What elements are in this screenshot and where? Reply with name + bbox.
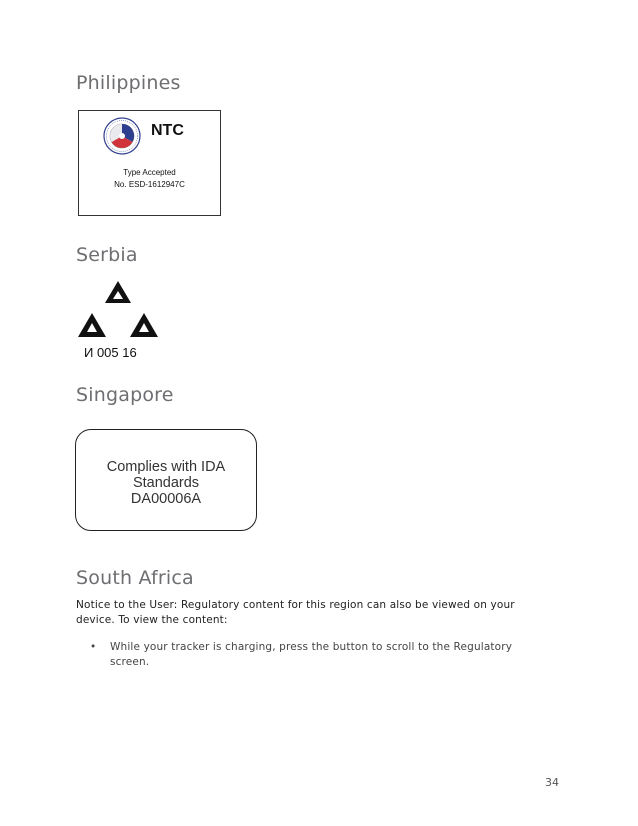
heading-south-africa: South Africa (76, 567, 194, 589)
ida-line-1: Complies with IDA (106, 459, 226, 475)
ida-line-2: Standards (132, 475, 200, 491)
heading-philippines: Philippines (76, 72, 181, 94)
ntc-title: NTC (151, 122, 184, 139)
ida-line-3: DA00006A (130, 491, 202, 507)
ntc-type-accepted-label (78, 110, 221, 216)
serbia-approval-code: И 005 16 (84, 345, 137, 360)
ntc-number: No. ESD-1612947C (114, 180, 185, 189)
serbia-triangle-mark-icon (76, 279, 160, 343)
page-number: 34 (545, 776, 559, 789)
list-item (90, 640, 550, 670)
list-item-text: While your tracker is charging, press the button to scroll to the Regulatory screen. (110, 641, 513, 668)
heading-singapore: Singapore (76, 384, 174, 406)
ida-compliance-label (75, 429, 257, 531)
ntc-seal-icon (103, 117, 141, 155)
south-africa-steps (90, 640, 550, 670)
ntc-type-accepted: Type Accepted (123, 168, 176, 177)
south-africa-notice: Notice to the User: Regulatory content for this region can also be viewed on your device. To view the content: (76, 599, 515, 626)
heading-serbia: Serbia (76, 244, 138, 266)
bullet-icon: • (90, 641, 97, 653)
